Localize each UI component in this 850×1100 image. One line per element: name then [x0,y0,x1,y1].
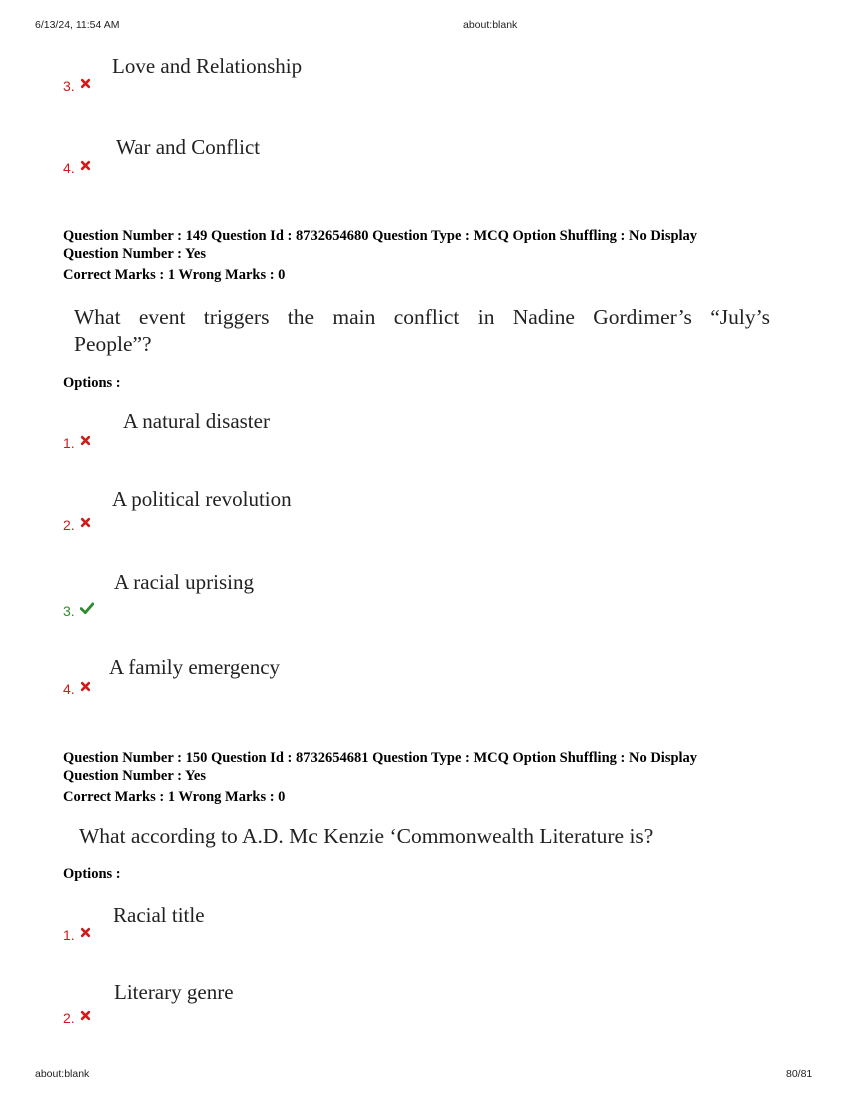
q149-option-4-text: A family emergency [109,655,281,679]
prev-option-3 [63,78,91,94]
q150-option-2-text: Literary genre [114,980,234,1004]
print-datetime: 6/13/24, 11:54 AM [35,19,120,31]
q149-option-1-text: A natural disaster [123,409,270,433]
prev-option-3-text: Love and Relationship [112,54,303,78]
q149-option-4 [63,681,91,697]
option-number: 3. [63,603,75,619]
q150-meta-line2: Question Number : Yes [63,768,206,784]
cross-icon [80,78,91,89]
cross-icon [80,517,91,528]
q150-option-1 [63,927,91,943]
check-icon [80,602,94,614]
q149-option-2-text: A political revolution [112,487,292,511]
q150-option-1-text: Racial title [113,903,205,927]
q149-meta-line3: Correct Marks : 1 Wrong Marks : 0 [63,267,286,283]
q149-option-3-text: A racial uprising [114,570,254,594]
print-page-number: 80/81 [786,1068,813,1080]
prev-option-4 [63,160,91,176]
cross-icon [80,681,91,692]
print-footer-url: about:blank [35,1068,90,1080]
q149-option-3 [63,602,94,619]
cross-icon [80,435,91,446]
prev-option-4-text: War and Conflict [116,135,261,159]
q149-question-line2: People”? [74,332,152,356]
option-number: 3. [63,78,75,94]
q149-options-label: Options : [63,375,121,391]
q150-options-label: Options : [63,866,121,882]
q150-question-text: What according to A.D. Mc Kenzie ‘Commonwealth Literature is? [79,824,654,848]
q150-meta-line1: Question Number : 150 Question Id : 8732654681 Question Type : MCQ Option Shuffling : No Display [63,750,698,766]
q149-meta-line2: Question Number : Yes [63,246,206,262]
option-number: 1. [63,927,75,943]
cross-icon [80,927,91,938]
option-number: 4. [63,681,75,697]
q149-question-line1: What event triggers the main conflict in Nadine Gordimer’s “July’s [74,305,770,329]
cross-icon [80,160,91,171]
option-number: 2. [63,517,75,533]
q149-question-text [74,304,770,358]
option-number: 2. [63,1010,75,1026]
q149-meta-line1: Question Number : 149 Question Id : 8732654680 Question Type : MCQ Option Shuffling : No Display [63,228,698,244]
print-title: about:blank [463,19,518,31]
q149-option-1 [63,435,91,451]
option-number: 1. [63,435,75,451]
q149-option-2 [63,517,91,533]
cross-icon [80,1010,91,1021]
q150-meta-line3: Correct Marks : 1 Wrong Marks : 0 [63,789,286,805]
q150-option-2 [63,1010,91,1026]
option-number: 4. [63,160,75,176]
